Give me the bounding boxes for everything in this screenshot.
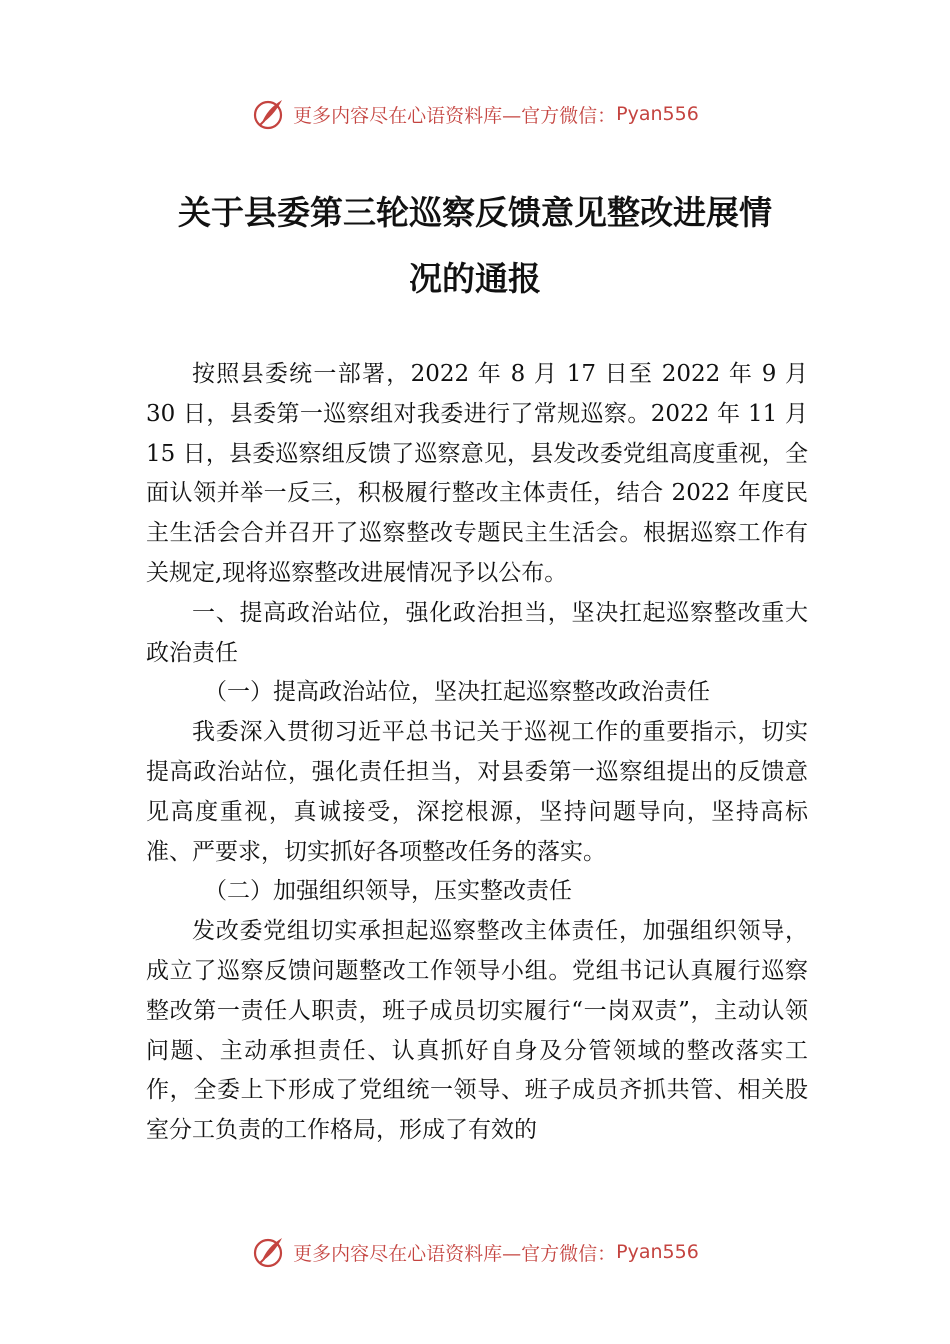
heading-subsection-1: （一）提高政治站位，坚决扛起巡察整改政治责任 [204,679,710,706]
paragraph-subsection-1: 我委深入贯彻习近平总书记关于巡视工作的重要指示，切实提高政治站位，强化责任担当，对县委第一巡察组提出的反馈意见高度重视，真诚接受，深挖根源，坚持问题导向，坚持高标准、严要求，切实抓好各项整改任务的落实。 [146,719,808,865]
document-body [146,355,808,1151]
paragraph-intro: 按照县委统一部署，2022 年 8 月 17 日至 2022 年 9 月 30 日，县委第一巡察组对我委进行了常规巡察。2022 年 11 月 15 日，县委巡察组反馈了巡察意见，县发改委党组高度重视，全面认领并举一反三，积极履行整改主体责任，结合 2022 年度民主生活会合并召开了巡察整改专题民主生活会。根据巡察工作有关规定,现将巡察整改进展情况予以公布。 [146,361,808,586]
quill-pen-logo-icon [251,96,287,132]
watermark-footer [0,1232,950,1272]
watermark-contact: Pyan556 [616,103,699,125]
document-title-line-1: 关于县委第三轮巡察反馈意见整改进展情 [178,193,772,232]
watermark-text: 更多内容尽在心语资料库—官方微信： [293,104,617,127]
paragraph-subsection-2: 发改委党组切实承担起巡察整改主体责任，加强组织领导，成立了巡察反馈问题整改工作领导小组。党组书记认真履行巡察整改第一责任人职责，班子成员切实履行“一岗双责”，主动认领问题、主动承担责任、认真抓好自身及分管领域的整改落实工作，全委上下形成了党组统一领导、班子成员齐抓共管、相关股室分工负责的工作格局，形成了有效的 [146,918,808,1144]
watermark-contact: Pyan556 [616,1241,699,1263]
watermark-text: 更多内容尽在心语资料库—官方微信： [293,1242,617,1265]
heading-subsection-2: （二）加强组织领导，压实整改责任 [204,878,572,905]
watermark-header [0,94,950,134]
document-title-line-2: 况的通报 [409,259,541,298]
quill-pen-logo-icon [251,1234,287,1270]
heading-section-1: 一、提高政治站位，强化政治担当，坚决扛起巡察整改重大政治责任 [146,599,808,666]
document-title [150,180,800,312]
